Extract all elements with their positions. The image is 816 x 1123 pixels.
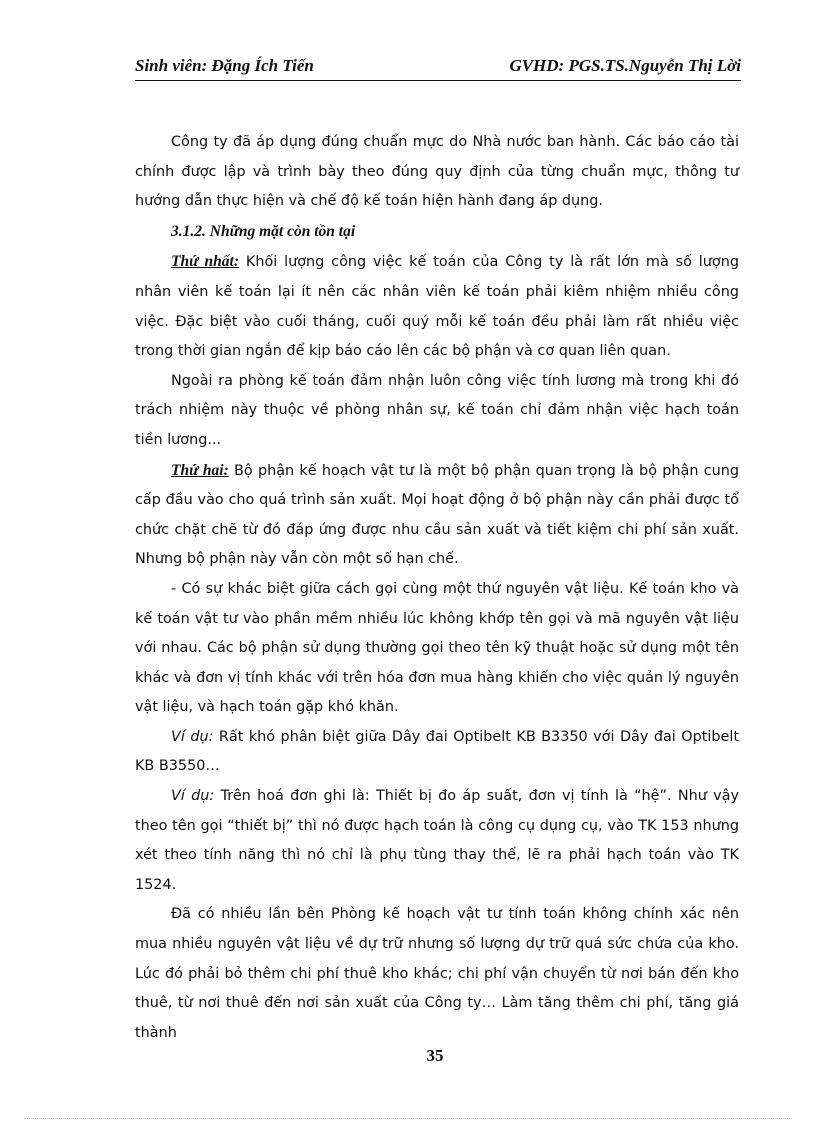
- paragraph-6-text: Rất khó phân biệt giữa Dây đai Optibelt KB B3350 với Dây đai Optibelt KB B3550…: [135, 728, 739, 775]
- document-body: [135, 128, 739, 1048]
- paragraph-8: Đã có nhiều lần bên Phòng kế hoạch vật tư tính toán không chính xác nên mua nhiều nguyên vật liệu về dự trữ nhưng số lượng dự trữ quá sức chứa của kho. Lúc đó phải bỏ thêm chi phí thuê kho khác; chi phí vận chuyển từ nơi bán đến kho thuê, từ nơi thuê đến nơi sản xuất của Công ty… Làm tăng thêm chi phí, tăng giá thành: [135, 906, 739, 1041]
- paragraph-2: [135, 247, 739, 366]
- paragraph-7: [135, 782, 739, 900]
- paragraph-4-lead: Thứ hai:: [171, 461, 229, 479]
- paragraph-4-text: Bộ phận kế hoạch vật tư là một bộ phận quan trọng là bộ phận cung cấp đầu vào cho quá trình sản xuất. Mọi hoạt động ở bộ phận này cần phải được tổ chức chặt chẽ từ đó đáp ứng được nhu cầu sản xuất và tiết kiệm chi phí sản xuất. Nhưng bộ phận này vẫn còn một số hạn chế.: [135, 462, 739, 568]
- paragraph-3: Ngoài ra phòng kế toán đảm nhận luôn công việc tính lương mà trong khi đó trách nhiệm này thuộc về phòng nhân sự, kế toán chỉ đảm nhận việc hạch toán tiền lương...: [135, 372, 739, 448]
- page-bottom-divider: [24, 1118, 792, 1119]
- paragraph-6: [135, 723, 739, 782]
- paragraph-5: - Có sự khác biệt giữa cách gọi cùng một thứ nguyên vật liệu. Kế toán kho và kế toán vật tư vào phần mềm nhiều lúc không khớp tên gọi và mã nguyên vật liệu với nhau. Các bộ phận sử dụng thường gọi theo tên kỹ thuật hoặc sử dụng một tên khác và đơn vị tính khác với trên hóa đơn mua hàng khiến cho việc quản lý nguyên vật liệu, và hạch toán gặp khó khăn.: [135, 580, 739, 716]
- paragraph-6-lead: Ví dụ:: [171, 728, 214, 745]
- student-name: Sinh viên: Đặng Ích Tiến: [135, 56, 314, 75]
- paragraph-7-text: Trên hoá đơn ghi là: Thiết bị đo áp suất, đơn vị tính là “hệ”. Như vậy theo tên gọi “thiết bị” thì nó được hạch toán là công cụ dụng cụ, vào TK 153 nhưng xét theo tính năng thì nó chỉ là phụ tùng thay thế, lẽ ra phải hạch toán vào TK 1524.: [135, 788, 739, 893]
- paragraph-1: Công ty đã áp dụng đúng chuẩn mực do Nhà nước ban hành. Các báo cáo tài chính được lập và trình bày theo đúng quy định của từng chuẩn mực, thông tư hướng dẫn thực hiện và chế độ kế toán hiện hành đang áp dụng.: [135, 134, 739, 210]
- paragraph-7-lead: Ví dụ:: [171, 788, 215, 805]
- section-title: [135, 217, 739, 248]
- page-header: [135, 56, 741, 81]
- paragraph-2-lead: Thứ nhất:: [171, 253, 240, 271]
- page-number: 35: [426, 1046, 444, 1065]
- paragraph-2-text: Khối lượng công việc kế toán của Công ty là rất lớn mà số lượng nhân viên kế toán lại ít nên các nhân viên kế toán phải kiêm nhiệm nhiều công việc. Đặc biệt vào cuối tháng, cuối quý mỗi kế toán đều phải làm rất nhiều việc trong thời gian ngắn để kịp báo cáo lên các bộ phận và cơ quan liên quan.: [135, 254, 739, 360]
- paragraph-4: [135, 456, 739, 575]
- supervisor-name: GVHD: PGS.TS.Nguyễn Thị Lời: [509, 56, 741, 75]
- section-heading: 3.1.2. Những mặt còn tồn tại: [171, 222, 356, 240]
